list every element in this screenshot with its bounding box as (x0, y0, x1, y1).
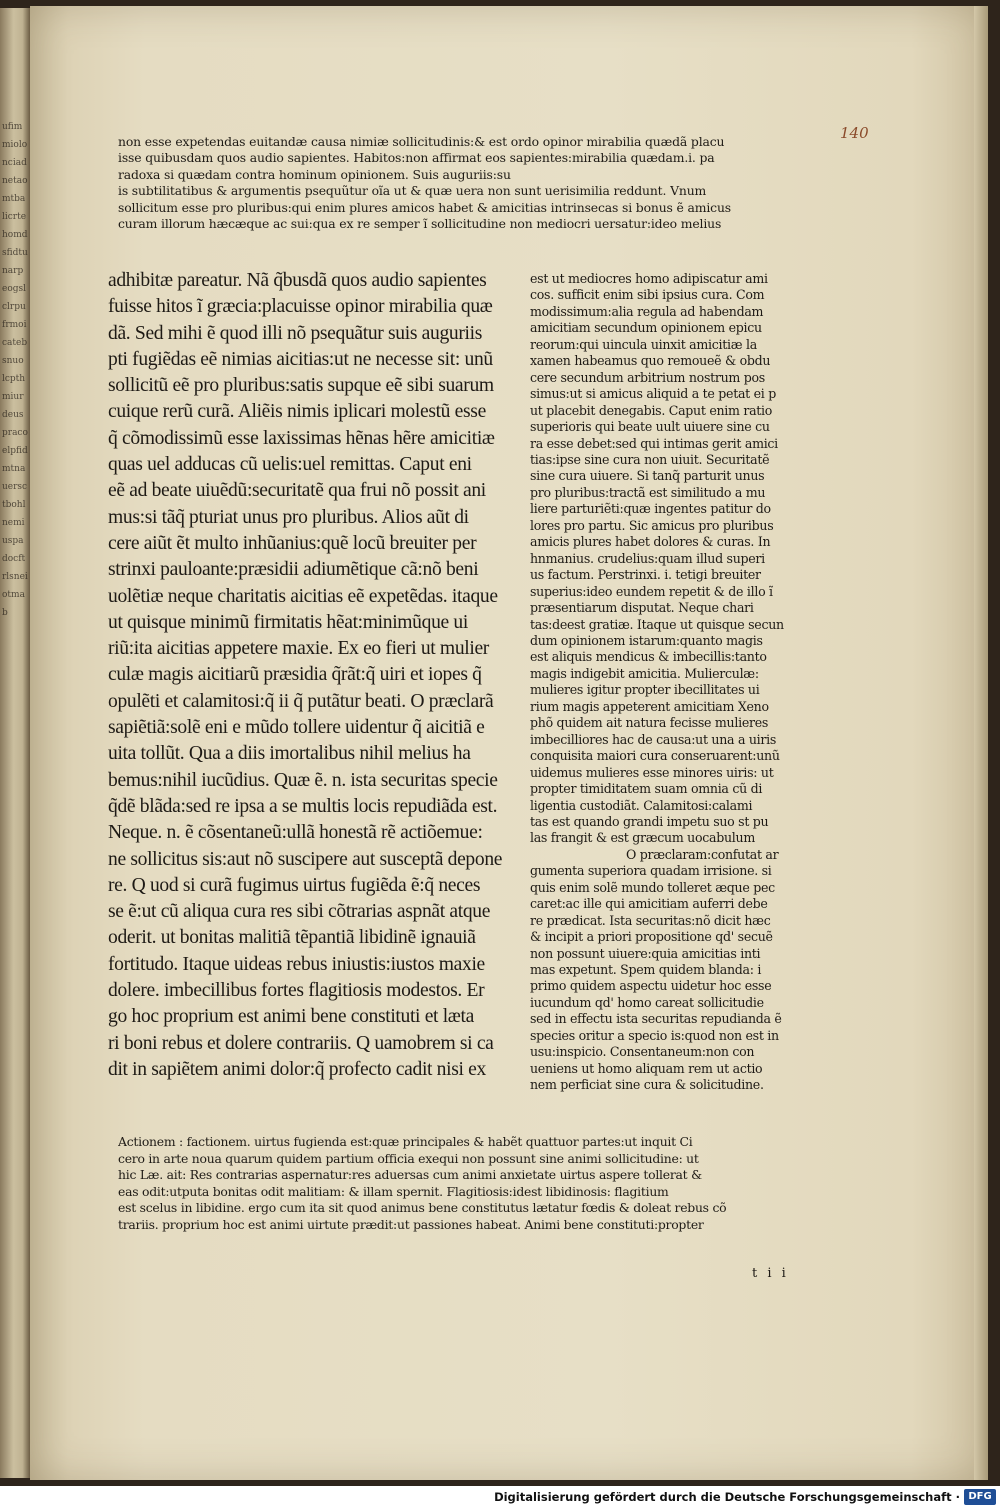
main-text-line: q̃dẽ blãda:sed re ipsa a se multis locis repudiãda est. (108, 795, 498, 817)
side-commentary-line: præsentiarum disputat. Neque chari (530, 600, 754, 616)
main-text-line: uolẽtiæ neque charitatis aicitias eẽ expetẽdas. itaque (108, 585, 498, 607)
side-commentary-line: simus:ut si amicus aliquid a te petat ei p (530, 386, 776, 402)
side-commentary-line: phõ quidem ait natura fecisse mulieres (530, 715, 769, 731)
side-commentary-line: reorum:qui uincula uinxit amicitiæ la (530, 336, 757, 352)
side-commentary-line: sed in effectu ista securitas repudianda ẽ (530, 1011, 782, 1027)
side-commentary-line: re prædicat. Ista securitas:nõ dicit hæc (530, 912, 771, 928)
main-text-line: dã. Sed mihi ẽ quod illi nõ psequãtur suis auguriis (108, 322, 482, 344)
commentary-line: isse quibusdam quos audio sapientes. Habitos:non affirmat eos sapientes:mirabilia quædam.i. pa (118, 150, 715, 166)
side-commentary-line: est aliquis mendicus & imbecillis:tanto (530, 649, 767, 665)
main-text-line: opulẽti et calamitosi:q̃ ii q̃ putãtur beati. O præclarã (108, 690, 494, 712)
main-text-line: uita tollũt. Qua a diis imortalibus nihil melius ha (108, 743, 471, 765)
side-commentary-line: non possunt uiuere:quia amicitias inti (530, 945, 761, 961)
main-text-line: mus:si tãq̃ pturiat unus pro pluribus. Alios aũt di (108, 506, 469, 528)
main-text-column (108, 268, 524, 1083)
main-text-line: ne sollicitus sis:aut nõ suscipere aut susceptã depone (108, 848, 503, 870)
side-commentary-line: dum opinionem istarum:quanto magis (530, 632, 763, 648)
side-commentary-line: amicis plures habet dolores & curas. In (530, 534, 771, 550)
main-text-line: dolere. imbecillibus fortes flagitiosis modestos. Er (108, 980, 485, 1002)
side-commentary-line: pro pluribus:tractã est similitudo a mu (530, 484, 766, 500)
side-commentary-line: rium magis appeterent amicitiam Xeno (530, 698, 769, 714)
main-text-line: sollicitũ eẽ pro pluribus:satis supque eẽ sibi suarum (108, 375, 494, 397)
commentary-line: hic Læ. ait: Res contrarias aspernatur:res aduersas cum animi anxietate uirtus aspere tollerat & (118, 1167, 702, 1182)
main-text-line: re. Q uod si curã fugimus uirtus fugiẽda ẽ:q̃ neces (108, 874, 481, 896)
side-commentary-line: usu:inspicio. Consentaneum:non con (530, 1044, 755, 1060)
side-commentary-line: tias:ipse sine cura non uiuit. Securitatẽ (530, 451, 770, 467)
commentary-line: eas odit:utputa bonitas odit malitiam: & illam spernit. Flagitiosis:idest libidinosis: flagitium (118, 1183, 669, 1199)
side-commentary-line: primo quidem aspectu uidetur hoc esse (530, 978, 772, 994)
side-commentary-line: modissimum:alia regula ad habendam (530, 303, 764, 319)
main-text-line: ri boni rebus et dolere contrariis. Q uamobrem si ca (108, 1032, 494, 1054)
side-commentary-line: ligentia custodiãt. Calamitosi:calami (530, 797, 753, 813)
commentary-line: Actionem : factionem. uirtus fugienda est:quæ principales & habẽt quattuor partes:ut inquit Ci (118, 1134, 693, 1149)
side-commentary-line: conquisita maiori cura conseruarent:unũ (530, 748, 780, 764)
main-text-line: dit in sapiẽtem animi dolor:q̃ profecto cadit nisi ex (108, 1058, 486, 1080)
side-commentary-line: mulieres igitur propter ibecillitates ui (530, 682, 760, 698)
main-text-line: q̃ cõmodissimũ esse laxissimas hẽnas hẽre amicitiæ (108, 427, 495, 449)
main-text-line: culæ magis aicitiarũ præsidia q̃rãt:q̃ uiri et iopes q̃ (108, 664, 482, 686)
side-commentary-line: O præclaram:confutat ar (626, 846, 779, 862)
side-commentary-line: ut placebit denegabis. Caput enim ratio (530, 402, 773, 418)
side-commentary-line: sine cura uiuere. Si tanq̃ parturit unus (530, 468, 765, 484)
main-text-line: quas uel adducas cũ uelis:uel remittas. Caput eni (108, 454, 472, 476)
commentary-line: est scelus in libidine. ergo cum ita sit quod animus bene constitutus lætatur fœdis & doleat rebus cõ (118, 1200, 727, 1215)
side-commentary-line: magis indigebit amicitia. Mulierculæ: (530, 665, 759, 681)
side-commentary-line: quis enim solẽ mundo tolleret æque pec (530, 879, 775, 895)
main-text-line: riũ:ita aicitias appetere maxie. Ex eo fieri ut mulier (108, 638, 489, 660)
dfg-logo-icon: DFG (964, 1489, 996, 1505)
side-commentary-line: us factum. Perstrinxi. i. tetigi breuiter (530, 567, 761, 583)
side-commentary-line: hnmanius. crudelius:quam illud superi (530, 550, 765, 566)
commentary-line: radoxa si quædam contra hominum opinionem. Suis auguriis:su (118, 166, 511, 182)
main-text-line: cuique rerũ curã. Aliẽis nimis iplicari molestũ esse (108, 401, 486, 423)
side-commentary-column (530, 271, 820, 1094)
bleed-through-text: ufimmiolonciadnetaomtbalicrtehomdsfidtunarpeogslclrpufrmoicatebsnuo lcpthmiurdeuspracoelpfidmtnauersctbohlnemiuspadocftrlsneiotmab (2, 122, 28, 618)
main-text-line: cere aiũt ẽt multo inhũanius:quẽ locũ breuiter per (108, 532, 477, 554)
side-commentary-line: imbecilliores hac de causa:ut una a uiris (530, 731, 777, 747)
side-commentary-line: superioris qui beate uult uiuere sine cu (530, 419, 770, 435)
main-text-line: fuisse hitos ĩ græcia:placuisse opinor mirabilia quæ (108, 296, 493, 318)
top-commentary (118, 134, 824, 232)
main-text-line: bemus:nihil iucũdius. Quæ ẽ. n. ista securitas specie (108, 769, 498, 791)
bottom-commentary (118, 1134, 822, 1233)
main-text-line: Neque. n. ẽ cõsentaneũ:ullã honestã rẽ actiõemue: (108, 822, 483, 844)
side-commentary-line: nem perficiat sine cura & solicitudine. (530, 1077, 764, 1093)
side-commentary-line: cos. sufficit enim sibi ipsius cura. Com (530, 287, 765, 303)
side-commentary-line: tas:deest gratiæ. Itaque ut quisque secun (530, 616, 784, 632)
digitization-footer (0, 1486, 1000, 1509)
book-page (30, 6, 988, 1480)
side-commentary-line: est ut mediocres homo adipiscatur ami (530, 271, 768, 286)
side-commentary-line: superius:ideo eundem repetit & de illo ĩ (530, 583, 773, 599)
main-text-line: pti fugiẽdas eẽ nimias aicitias:ut ne necesse sit: unũ (108, 348, 493, 370)
side-commentary-line: caret:ac ille qui amicitiam auferri debe (530, 896, 768, 912)
side-commentary-line: cere secundum arbitrium nostrum pos (530, 369, 765, 385)
side-commentary-line: las frangit & est græcum uocabulum (530, 830, 755, 846)
previous-page-edge (0, 8, 31, 1478)
side-commentary-line: iucundum qd' homo careat sollicitudie (530, 994, 764, 1010)
side-commentary-line: propter timiditatem suam omnia cũ di (530, 781, 763, 797)
main-text-line: go hoc proprium est animi bene constituti et læta (108, 1006, 474, 1028)
side-commentary-line: ra esse debet:sed qui intimas gerit amici (530, 435, 778, 451)
commentary-line: sollicitum esse pro pluribus:qui enim plures amicos habet & amicitias intrinsecas si bonus ẽ amicus (118, 199, 731, 215)
page-fore-edge (974, 6, 988, 1480)
footer-credit: Digitalisierung gefördert durch die Deutsche Forschungsgemeinschaft · (494, 1490, 960, 1504)
commentary-line: non esse expetendas euitandæ causa nimiæ sollicitudinis:& est ordo opinor mirabilia quædã placu (118, 134, 725, 149)
main-text-line: adhibitæ pareatur. Nã q̃busdã quos audio sapientes (108, 270, 487, 291)
commentary-line: cero in arte noua quarum quidem partium officia exequi non possunt sine animi sollicitudine: ut (118, 1150, 699, 1166)
side-commentary-line: mas expetunt. Spem quidem blanda: i (530, 962, 762, 978)
folio-number: 140 (840, 124, 869, 142)
side-commentary-line: species oritur a specio is:quod non est in (530, 1027, 779, 1043)
main-text-line: sapiẽtiã:solẽ eni e mũdo tollere uidentur q̃ aicitiã e (108, 717, 485, 739)
signature-mark: t i i (752, 1266, 789, 1281)
commentary-line: trariis. proprium hoc est animi uirtute prædit:ut passiones habeat. Animi bene constituti:propter (118, 1216, 704, 1232)
side-commentary-line: uidemus mulieres esse minores uiris: ut (530, 764, 774, 780)
main-text-line: ut quisque minimũ firmitatis hẽat:minimũque ui (108, 611, 468, 633)
main-text-line: fortitudo. Itaque uideas rebus iniustis:iustos maxie (108, 953, 485, 975)
side-commentary-line: amicitiam secundum opinionem epicu (530, 320, 762, 336)
side-commentary-line: lores pro partu. Sic amicus pro pluribus (530, 517, 774, 533)
commentary-line: is subtilitatibus & argumentis psequũtur oĩa ut & quæ uera non sunt uerisimilia reddunt. Vnum (118, 183, 707, 199)
commentary-line: curam illorum hæcæque ac sui:qua ex re semper ĩ sollicitudine non mediocri uersatur:ideo melius (118, 216, 722, 232)
side-commentary-line: gumenta superiora quadam irrisione. si (530, 863, 772, 879)
side-commentary-line: ueniens ut homo aliquam rem ut actio (530, 1060, 763, 1076)
side-commentary-line: tas est quando grandi impetu suo st pu (530, 813, 769, 829)
main-text-line: oderit. ut bonitas malitiã tẽpantiã libidinẽ ignauiã (108, 927, 476, 949)
side-commentary-line: liere parturiẽti:quæ ingentes patitur do (530, 501, 771, 517)
main-text-line: eẽ ad beate uiuẽdũ:securitatẽ qua frui nõ possit ani (108, 480, 486, 502)
side-commentary-line: & incipit a priori propositione qd' secuẽ (530, 929, 773, 945)
main-text-line: se ẽ:ut cũ aliqua cura res sibi cõtrarias aspnãt atque (108, 901, 491, 923)
main-text-line: strinxi pauloante:præsidii adiumẽtique cã:nõ beni (108, 559, 479, 581)
side-commentary-line: xamen habeamus quo remoueẽ & obdu (530, 353, 771, 369)
